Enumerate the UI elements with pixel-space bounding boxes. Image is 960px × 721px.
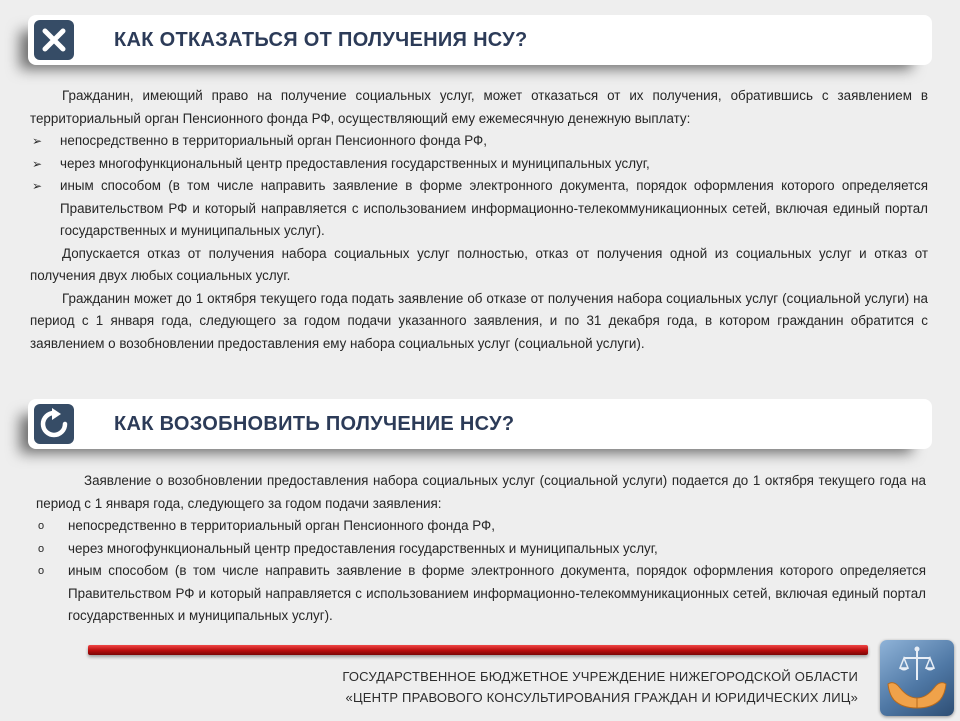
arrow-bullet-icon: ➢ xyxy=(32,134,43,148)
list-item: o непосредственно в территориальный орган Пенсионного фонда РФ, xyxy=(36,515,926,538)
section-1-title: КАК ОТКАЗАТЬСЯ ОТ ПОЛУЧЕНИЯ НСУ? xyxy=(114,29,528,51)
circle-bullet-icon: o xyxy=(38,542,45,555)
section-2-banner xyxy=(28,399,932,449)
section-2-title: КАК ВОЗОБНОВИТЬ ПОЛУЧЕНИЕ НСУ? xyxy=(114,413,515,435)
list-item: ➢ непосредственно в территориальный орган Пенсионного фонда РФ, xyxy=(30,130,928,153)
section-1-para-2: Допускается отказ от получения набора социальных услуг полностью, отказ от получения одной из социальных услуг и отказ от получения двух любых социальных услуг. xyxy=(30,245,928,283)
arrow-bullet-icon: ➢ xyxy=(32,179,43,193)
scales-hands-logo-icon xyxy=(880,640,954,716)
footer-organization-name xyxy=(342,666,858,708)
section-2-body xyxy=(36,470,926,628)
close-x-icon xyxy=(34,20,74,60)
section-2-intro: Заявление о возобновлении предоставления набора социальных услуг (социальной услуги) подается до 1 октября текущего года на период с 1 января года, следующего за годом подачи заявления: xyxy=(36,473,926,511)
section-2-bullet-list xyxy=(36,515,926,628)
footer-line-2: «ЦЕНТР ПРАВОВОГО КОНСУЛЬТИРОВАНИЯ ГРАЖДАН И ЮРИДИЧЕСКИХ ЛИЦ» xyxy=(345,690,858,705)
circle-bullet-icon: o xyxy=(38,565,45,577)
refresh-arrow-icon xyxy=(34,404,74,444)
footer-line-1: ГОСУДАРСТВЕННОЕ БЮДЖЕТНОЕ УЧРЕЖДЕНИЕ НИЖЕГОРОДСКОЙ ОБЛАСТИ xyxy=(342,669,858,684)
section-1-para-3: Гражданин может до 1 октября текущего года подать заявление об отказе от получения набора социальных услуг (социальной услуги) на период с 1 января года, следующего за годом подачи указанного заявления, и по 31 декабря года, в котором гражданин обратится с заявлением о возобновлении предоставления ему набора социальных услуг (социальной услуги). xyxy=(30,290,928,351)
circle-bullet-icon: o xyxy=(38,520,45,532)
list-item: ➢ через многофункциональный центр предоставления государственных и муниципальных услуг, xyxy=(30,153,928,176)
arrow-bullet-icon: ➢ xyxy=(32,156,43,171)
footer-red-divider xyxy=(88,645,868,655)
section-1-banner xyxy=(28,15,932,65)
section-1-intro: Гражданин, имеющий право на получение социальных услуг, может отказаться от их получения, обратившись с заявлением в территориальный орган Пенсионного фонда РФ, осуществляющий ему ежемесячную денежную выплату: xyxy=(30,88,928,126)
section-1-bullet-list xyxy=(30,130,928,243)
list-item: o через многофункциональный центр предоставления государственных и муниципальных услуг, xyxy=(36,538,926,561)
list-item: ➢ иным способом (в том числе направить заявление в форме электронного документа, порядок оформления которого определяется Правительством РФ и который направляется с использованием информационно-телекоммуникационных сетей, включая единый портал государственных и муниципальных услуг). xyxy=(30,175,928,243)
section-1-body xyxy=(30,85,928,355)
list-item: o иным способом (в том числе направить заявление в форме электронного документа, порядок оформления которого определяется Правительством РФ и который направляется с использованием информационно-телекоммуникационных сетей, включая единый портал государственных и муниципальных услуг). xyxy=(36,560,926,628)
